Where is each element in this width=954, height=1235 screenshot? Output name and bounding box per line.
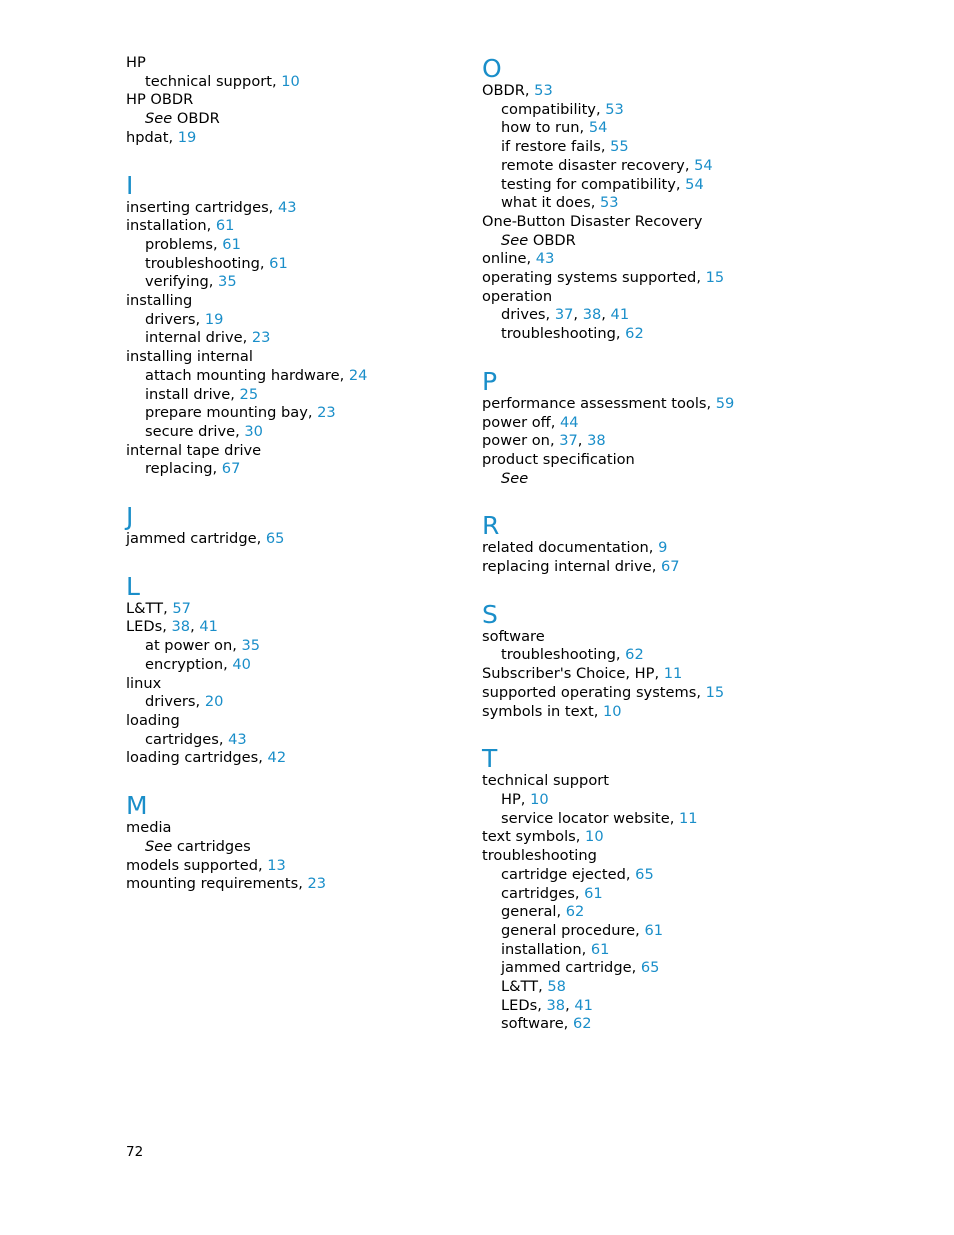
index-entry-product-specification [482, 451, 862, 470]
page-link[interactable]: 9 [658, 539, 668, 557]
entry-term: One-Button Disaster Recovery [482, 212, 703, 230]
index-subentry-encryption: encryption, 40 [145, 655, 251, 673]
index-subentry-testing-for-compatibility: testing for compatibility, 54 [501, 175, 704, 193]
index-entry-inserting-cartridges: inserting cartridges, 43 [126, 198, 297, 216]
index-column-right [482, 54, 862, 1057]
page-link[interactable]: 10 [585, 828, 604, 846]
entry-term: troubleshooting [501, 646, 616, 664]
index-subentry-see [482, 470, 862, 489]
entry-term: problems [145, 235, 213, 253]
entry-term: service locator website [501, 809, 670, 827]
entry-term: hpdat [126, 128, 169, 146]
index-entry-subscriber-s-choice-hp: Subscriber's Choice, HP, 11 [482, 665, 683, 683]
page-link[interactable]: 67 [661, 558, 680, 576]
section-letter-heading: I [126, 170, 134, 200]
entry-term: technical support [145, 72, 272, 90]
index-entry-installation: installation, 61 [126, 217, 235, 235]
entry-term: testing for compatibility [501, 175, 676, 193]
entry-term: troubleshooting [482, 847, 597, 865]
index-subentry-how-to-run: how to run, 54 [501, 119, 608, 137]
entry-term: text symbols [482, 828, 576, 846]
page-number: 72 [126, 1144, 144, 1160]
entry-term: software [482, 627, 545, 645]
index-section-continued [126, 54, 456, 148]
page-link[interactable]: 58 [547, 978, 566, 996]
index-entry-power-on: power on, 37, 38 [482, 432, 606, 450]
entry-term: drivers [145, 693, 196, 711]
index-subentry-cartridges: cartridges, 61 [501, 884, 603, 902]
index-entry-performance-assessment-tools: performance assessment tools, 59 [482, 394, 735, 412]
page-link[interactable]: 61 [584, 884, 603, 902]
entry-term: general [501, 903, 557, 921]
entry-term: installation [501, 940, 582, 958]
page-link[interactable]: 37 [559, 432, 578, 450]
page-link[interactable]: 61 [269, 254, 288, 272]
index-entry-online: online, 43 [482, 250, 555, 268]
section-letter-heading: M [126, 791, 148, 821]
page-link[interactable]: 38 [582, 306, 602, 324]
index-entry-related-documentation: related documentation, 9 [482, 539, 668, 557]
entry-term: LEDs [126, 618, 163, 636]
page-link[interactable]: 43 [228, 730, 247, 748]
index-subentry-jammed-cartridge: jammed cartridge, 65 [501, 959, 660, 977]
page-link[interactable]: 38 [587, 432, 606, 450]
index-entry-installing-internal [126, 348, 456, 367]
entry-term: technical support [482, 772, 609, 790]
page-link[interactable]: 35 [218, 273, 237, 291]
index-subentry-troubleshooting: troubleshooting, 61 [145, 254, 288, 272]
entry-term: power off [482, 413, 551, 431]
index-entry-loading [126, 712, 456, 731]
entry-term: operation [482, 287, 553, 305]
index-subentry-cartridges [126, 838, 456, 857]
page-link[interactable]: 23 [317, 404, 336, 422]
entry-term: operating systems supported [482, 269, 697, 287]
index-entry-text-symbols: text symbols, 10 [482, 828, 604, 846]
index-section-r [482, 511, 862, 576]
entry-term: HP [126, 54, 146, 71]
index-entry-linux [126, 675, 456, 694]
entry-term: at power on [145, 637, 233, 655]
index-entry-one-button-disaster-recovery [482, 213, 862, 232]
entry-term: prepare mounting bay [145, 404, 308, 422]
entry-term: OBDR [482, 82, 525, 99]
entry-term: OBDR [532, 231, 576, 249]
section-letter-heading: T [482, 744, 498, 774]
page-link[interactable]: 15 [705, 683, 725, 701]
entry-term: online [482, 250, 527, 268]
index-subentry-troubleshooting: troubleshooting, 62 [501, 646, 644, 664]
page-link[interactable]: 57 [172, 599, 191, 617]
page-link[interactable]: 11 [663, 665, 683, 683]
entry-term: LEDs [501, 996, 538, 1014]
entry-term: models supported [126, 856, 258, 874]
index-section-m [126, 791, 456, 894]
index-entry-supported-operating-systems: supported operating systems, 15 [482, 683, 725, 701]
page-link[interactable]: 61 [222, 235, 241, 253]
page-link[interactable]: 54 [694, 156, 713, 174]
index-section-t [482, 744, 862, 1034]
entry-term: how to run [501, 119, 580, 137]
entry-term: mounting requirements [126, 875, 299, 893]
page-link[interactable]: 61 [590, 940, 610, 958]
index-section-j [126, 502, 456, 549]
page-link[interactable]: 44 [560, 413, 579, 431]
page-link[interactable]: 13 [267, 856, 286, 874]
index-entry-operation [482, 288, 862, 307]
entry-term: replacing internal drive [482, 558, 652, 576]
index-entry-loading-cartridges: loading cartridges, 42 [126, 749, 287, 767]
index-subentry-cartridge-ejected: cartridge ejected, 65 [501, 865, 654, 883]
section-letter-heading: S [482, 599, 498, 629]
page-link[interactable]: 62 [625, 325, 644, 343]
page-link[interactable]: 11 [678, 809, 698, 827]
entry-term: what it does [501, 194, 591, 212]
index-subentry-obdr [126, 110, 456, 129]
entry-term: jammed cartridge [126, 530, 257, 548]
see-reference-label: See [501, 469, 529, 487]
entry-term: linux [126, 674, 162, 692]
entry-term: power on [482, 432, 550, 450]
index-subentry-remote-disaster-recovery: remote disaster recovery, 54 [501, 156, 713, 174]
entry-term: symbols in text [482, 702, 594, 720]
index-entry-technical-support [482, 772, 862, 791]
index-subentry-technical-support: technical support, 10 [145, 72, 300, 90]
index-subentry-at-power-on: at power on, 35 [145, 637, 261, 655]
page-link[interactable]: 61 [215, 217, 235, 235]
page-link[interactable]: 54 [685, 175, 704, 193]
index-subentry-compatibility: compatibility, 53 [501, 100, 624, 118]
index-subentry-internal-drive: internal drive, 23 [145, 329, 271, 347]
entry-term: attach mounting hardware [145, 366, 340, 384]
index-subentry-general: general, 62 [501, 903, 585, 921]
entry-term: drives [501, 306, 546, 324]
entry-term: internal drive [145, 329, 243, 347]
index-entry-installing [126, 292, 456, 311]
index-entry-mounting-requirements: mounting requirements, 23 [126, 875, 327, 893]
entry-term: L&TT [501, 978, 539, 996]
index-section-p [482, 367, 862, 489]
page-link[interactable]: 43 [277, 198, 297, 216]
entry-term: related documentation [482, 539, 649, 557]
page-link[interactable]: 65 [265, 530, 285, 548]
entry-term: if restore fails [501, 138, 601, 156]
entry-term: internal tape drive [126, 441, 262, 459]
entry-term: installing internal [126, 348, 253, 366]
page-link[interactable]: 20 [204, 693, 224, 711]
page-link[interactable]: 35 [241, 637, 261, 655]
page-link[interactable]: 15 [705, 269, 725, 287]
index-subentry-cartridges: cartridges, 43 [145, 730, 247, 748]
entry-term: encryption [145, 655, 224, 673]
index-entry-symbols-in-text: symbols in text, 10 [482, 702, 622, 720]
entry-term: general procedure [501, 921, 636, 939]
index-entry-l-tt: L&TT, 57 [126, 599, 191, 617]
index-section-o [482, 54, 862, 344]
index-section-i [126, 171, 456, 480]
index-subentry-what-it-does: what it does, 53 [501, 194, 619, 212]
index-subentry-prepare-mounting-bay: prepare mounting bay, 23 [145, 404, 336, 422]
index-subentry-drives: drives, 37, 38, 41 [501, 306, 630, 324]
entry-term: Subscriber's Choice, HP [482, 665, 655, 683]
page-link[interactable]: 54 [588, 119, 608, 137]
index-subentry-install-drive: install drive, 25 [145, 385, 259, 403]
entry-term: installation [126, 217, 207, 235]
entry-term: product specification [482, 450, 635, 468]
page-link[interactable]: 53 [599, 194, 619, 212]
page-link[interactable]: 53 [605, 100, 624, 118]
index-entry-software [482, 628, 862, 647]
page-link[interactable]: 38 [546, 996, 566, 1014]
index-subentry-installation: installation, 61 [501, 940, 610, 958]
index-entry-power-off: power off, 44 [482, 413, 579, 431]
entry-term: loading cartridges [126, 749, 259, 767]
entry-term: cartridges [176, 837, 251, 855]
entry-term: performance assessment tools [482, 394, 707, 412]
page-link[interactable]: 19 [177, 128, 197, 146]
index-subentry-obdr [482, 232, 862, 251]
entry-term: HP [501, 790, 521, 808]
index-subentry-if-restore-fails: if restore fails, 55 [501, 138, 629, 156]
index-subentry-problems: problems, 61 [145, 235, 241, 253]
entry-term: installing [126, 292, 193, 310]
page-link[interactable]: 67 [221, 460, 241, 478]
entry-term: jammed cartridge [501, 959, 632, 977]
index-subentry-drivers: drivers, 19 [145, 310, 224, 328]
page-link[interactable]: 43 [535, 250, 555, 268]
index-column-left [126, 54, 456, 917]
index-section-l [126, 572, 456, 768]
index-subentry-leds: LEDs, 38, 41 [501, 996, 593, 1014]
index-subentry-hp: HP, 10 [501, 790, 549, 808]
page-link[interactable]: 55 [610, 138, 629, 156]
index-entry-hp-obdr [126, 91, 456, 110]
index-subentry-general-procedure: general procedure, 61 [501, 921, 664, 939]
index-subentry-l-tt: L&TT, 58 [501, 978, 566, 996]
see-reference-label: See [145, 110, 173, 128]
section-letter-heading: O [482, 54, 502, 83]
entry-term: remote disaster recovery [501, 156, 685, 174]
index-subentry-service-locator-website: service locator website, 11 [501, 809, 698, 827]
index-subentry-replacing: replacing, 67 [145, 460, 241, 478]
page-link[interactable]: 62 [625, 646, 644, 664]
page-link[interactable]: 41 [199, 618, 218, 636]
see-reference-label: See [145, 837, 173, 855]
page-link[interactable]: 40 [232, 655, 251, 673]
entry-term: troubleshooting [145, 254, 260, 272]
index-entry-troubleshooting [482, 847, 862, 866]
entry-term: inserting cartridges [126, 198, 269, 216]
entry-term: loading [126, 711, 180, 729]
section-letter-heading: J [126, 502, 134, 532]
entry-term: software [501, 1015, 564, 1033]
entry-term: troubleshooting [501, 325, 616, 343]
index-entry-hpdat: hpdat, 19 [126, 128, 197, 146]
index-subentry-software: software, 62 [501, 1015, 592, 1033]
page-link[interactable]: 53 [534, 82, 553, 99]
page-link[interactable]: 10 [602, 702, 622, 720]
index-subentry-troubleshooting: troubleshooting, 62 [501, 325, 644, 343]
section-letter-heading: L [126, 571, 140, 601]
page-link[interactable]: 59 [715, 394, 735, 412]
page-link[interactable]: 42 [267, 749, 287, 767]
page-link[interactable]: 10 [530, 790, 549, 808]
page-link[interactable]: 62 [572, 1015, 592, 1033]
index-entry-media [126, 819, 456, 838]
page-link[interactable]: 38 [171, 618, 191, 636]
page-link[interactable]: 10 [281, 72, 300, 90]
entry-term: cartridge ejected [501, 865, 626, 883]
entry-term: verifying [145, 273, 209, 291]
page-link[interactable]: 62 [565, 903, 585, 921]
index-entry-leds: LEDs, 38, 41 [126, 618, 218, 636]
index-entry-operating-systems-supported: operating systems supported, 15 [482, 269, 725, 287]
entry-term: HP OBDR [126, 91, 194, 109]
entry-term: secure drive [145, 422, 236, 440]
page-link[interactable]: 65 [635, 865, 654, 883]
index-section-s [482, 600, 862, 722]
page-link[interactable]: 65 [640, 959, 660, 977]
index-subentry-drivers: drivers, 20 [145, 693, 224, 711]
page-link[interactable]: 23 [307, 875, 327, 893]
index-entry-internal-tape-drive [126, 442, 456, 461]
entry-term: L&TT [126, 599, 164, 617]
entry-term: cartridges [501, 884, 575, 902]
index-entry-obdr: OBDR, 53 [482, 82, 553, 99]
page-link[interactable]: 41 [610, 306, 630, 324]
entry-term: media [126, 819, 172, 837]
index-entry-hp [126, 54, 456, 73]
entry-term: OBDR [176, 110, 220, 128]
entry-term: supported operating systems [482, 683, 697, 701]
index-entry-jammed-cartridge: jammed cartridge, 65 [126, 530, 285, 548]
entry-term: install drive [145, 385, 231, 403]
page-link[interactable]: 24 [348, 366, 368, 384]
entry-term: replacing [145, 460, 213, 478]
section-letter-heading: R [482, 511, 500, 541]
see-reference-label: See [501, 231, 529, 249]
page-link[interactable]: 37 [554, 306, 574, 324]
index-subentry-attach-mounting-hardware: attach mounting hardware, 24 [145, 366, 368, 384]
page-link[interactable]: 23 [251, 329, 271, 347]
page-link[interactable]: 19 [204, 310, 224, 328]
entry-term: cartridges [145, 730, 219, 748]
page-link[interactable]: 41 [574, 996, 593, 1014]
index-entry-models-supported: models supported, 13 [126, 856, 286, 874]
index-entry-replacing-internal-drive: replacing internal drive, 67 [482, 558, 680, 576]
index-subentry-verifying: verifying, 35 [145, 273, 237, 291]
entry-term: compatibility [501, 100, 596, 118]
page-link[interactable]: 30 [244, 422, 263, 440]
page-link[interactable]: 25 [239, 385, 259, 403]
page-link[interactable]: 61 [644, 921, 664, 939]
index-subentry-secure-drive: secure drive, 30 [145, 422, 263, 440]
section-letter-heading: P [482, 366, 498, 396]
entry-term: drivers [145, 310, 196, 328]
